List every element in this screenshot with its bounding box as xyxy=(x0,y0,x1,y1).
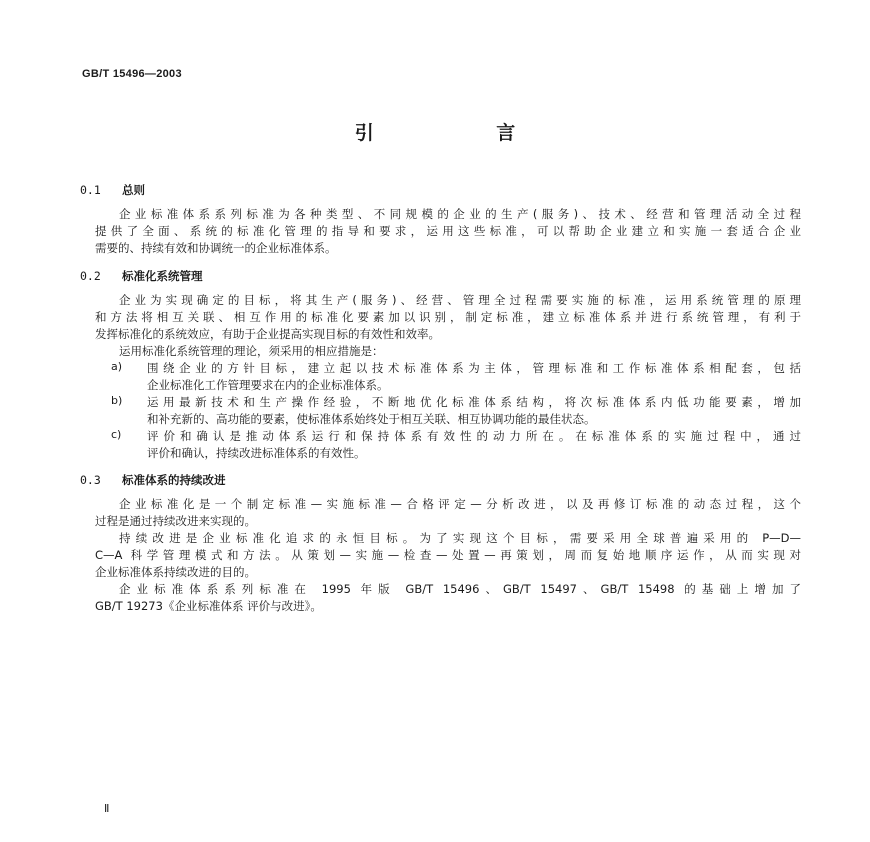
paragraph-line: 运用标准化系统管理的理论，须采用的相应措施是： xyxy=(119,344,384,358)
paragraph-line: 持续改进是企业标准化追求的永恒目标。为了实现这个目标，需要采用全球普遍采用的 P—D— xyxy=(119,531,801,545)
list-item-line: 评价和确认是推动体系运行和保持体系有效性的动力所在。在标准体系的实施过程中，通过 xyxy=(147,429,801,443)
paragraph-line: 过程是通过持续改进来实现的。 xyxy=(95,514,256,528)
list-item-line: 和补充新的、高功能的要素，使标准体系始终处于相互关联、相互协调功能的最佳状态。 xyxy=(147,412,596,426)
paragraph-line: 和方法将相互关联、相互作用的标准化要素加以识别，制定标准，建立标准体系并进行系统管理，有利于 xyxy=(95,310,801,324)
paragraph-line: 需要的、持续有效和协调统一的企业标准体系。 xyxy=(95,241,337,255)
list-marker-a: a) xyxy=(111,360,123,373)
paragraph-line: 企业标准化是一个制定标准—实施标准—合格评定—分析改进，以及再修订标准的动态过程，这个 xyxy=(119,497,801,511)
page-number: Ⅱ xyxy=(104,803,110,815)
paragraph-line: 提供了全面、系统的标准化管理的指导和要求，运用这些标准，可以帮助企业建立和实施一套适合企业 xyxy=(95,224,801,238)
list-item-line: 围绕企业的方针目标，建立起以技术标准体系为主体，管理标准和工作标准体系相配套，包括 xyxy=(147,361,801,375)
list-item-line: 企业标准化工作管理要求在内的企业标准体系。 xyxy=(147,378,389,392)
section-title: 标准体系的持续改进 xyxy=(122,473,226,487)
list-marker-b: b) xyxy=(111,394,123,407)
list-marker-c: c) xyxy=(111,428,122,441)
list-item-line: 评价和确认，持续改进标准体系的有效性。 xyxy=(147,446,366,460)
paragraph-line: C—A 科学管理模式和方法。从策划—实施—检查—处置—再策划，周而复始地顺序运作，从而实现对 xyxy=(95,548,801,562)
paragraph-line: 企业标准体系系列标准在 1995 年版 GB/T 15496、GB/T 15497、GB/T 15498 的基础上增加了 xyxy=(119,582,801,596)
section-heading-0-1 xyxy=(80,182,145,198)
paragraph-line: GB/T 19273《企业标准体系 评价与改进》。 xyxy=(95,599,322,613)
paragraph-line: 企业标准体系持续改进的目的。 xyxy=(95,565,256,579)
page-title: 引 言 xyxy=(354,122,574,144)
paragraph-line: 企业标准体系系列标准为各种类型、不同规模的企业的生产(服务)、技术、经营和管理活动全过程 xyxy=(119,207,801,221)
section-title: 标准化系统管理 xyxy=(122,269,203,283)
paragraph-line: 发挥标准化的系统效应，有助于企业提高实现目标的有效性和效率。 xyxy=(95,327,440,341)
section-heading-0-3 xyxy=(80,472,226,488)
section-number: 0.3 xyxy=(80,473,101,487)
list-item-line: 运用最新技术和生产操作经验，不断地优化标准体系结构，将次标准体系内低功能要素，增加 xyxy=(147,395,801,409)
section-heading-0-2 xyxy=(80,268,203,284)
section-number: 0.2 xyxy=(80,269,101,283)
standard-code: GB/T 15496—2003 xyxy=(82,68,182,80)
section-title: 总则 xyxy=(122,183,145,197)
section-number: 0.1 xyxy=(80,183,101,197)
paragraph-line: 企业为实现确定的目标，将其生产(服务)、经营、管理全过程需要实施的标准，运用系统管理的原理 xyxy=(119,293,801,307)
